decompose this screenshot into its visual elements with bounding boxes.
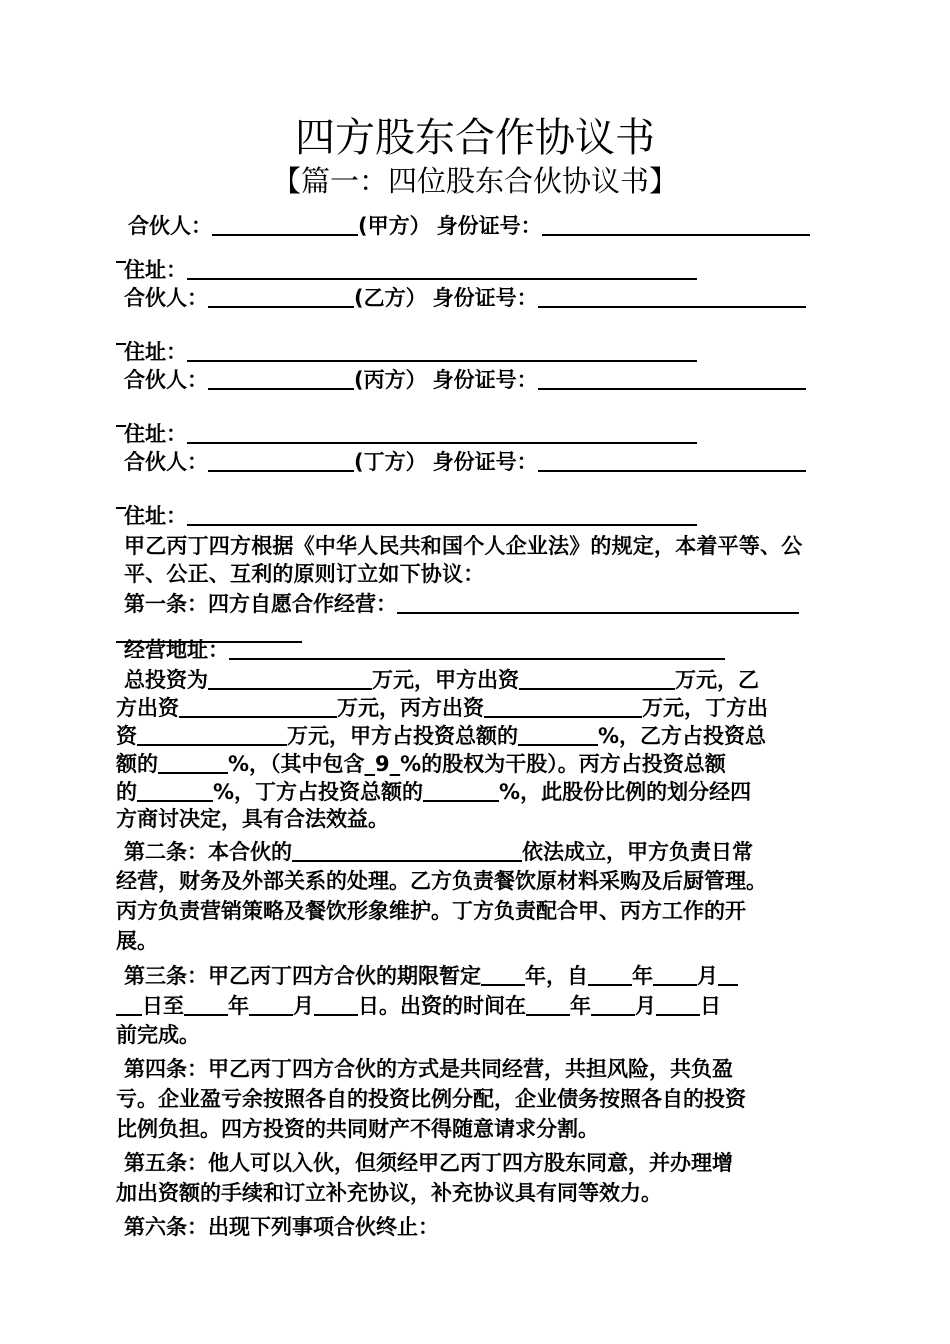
investment-text: %，此股份比例的划分经四	[499, 780, 752, 804]
article3-text: 年	[228, 994, 249, 1018]
address-blank	[187, 338, 697, 362]
end-month-blank	[249, 992, 293, 1016]
article4-text: 比例负担。四方投资的共同财产不得随意请求分割。	[116, 1117, 599, 1141]
start-day-blank-continued	[116, 992, 142, 1016]
party-c-amount-blank	[484, 694, 642, 718]
address-row-a	[116, 256, 838, 284]
article3-text: 月	[293, 994, 314, 1018]
article2-line-2	[116, 868, 838, 898]
partner-label: 合伙人：	[128, 214, 212, 238]
article3-text: 日	[700, 994, 721, 1018]
capital-day-blank	[656, 992, 700, 1016]
investment-text: 方出资	[116, 696, 179, 720]
wrap-underscore	[116, 404, 838, 420]
id-label: 身份证号：	[432, 286, 538, 310]
partner-role: (丁方）	[354, 450, 427, 474]
partner-row-b	[116, 284, 838, 322]
article3-line-2	[116, 992, 838, 1022]
id-label: 身份证号：	[436, 214, 542, 238]
end-year-blank	[184, 992, 228, 1016]
party-b-amount-blank	[179, 694, 337, 718]
address-blank	[187, 502, 697, 526]
investment-line-6	[116, 806, 838, 834]
business-blank	[397, 590, 799, 614]
document-title: 四方股东合作协议书	[295, 115, 655, 161]
wrap-underscore	[116, 322, 838, 338]
id-number-blank	[542, 212, 810, 236]
partner-row-a	[116, 212, 838, 240]
partner-name-blank	[212, 212, 358, 236]
wrap-underscore	[116, 240, 838, 256]
end-day-blank	[314, 992, 358, 1016]
investment-text: %，乙方占投资总	[598, 724, 767, 748]
wrap-underscore	[116, 486, 838, 502]
article3-text: 日。出资的时间在	[358, 994, 526, 1018]
article4-line-1	[116, 1056, 838, 1086]
partner-name-blank	[208, 366, 354, 390]
business-address-row	[116, 636, 838, 666]
investment-text: 资	[116, 724, 137, 748]
partner-name-blank	[208, 284, 354, 308]
article2-line-3	[116, 898, 838, 928]
party-d-percent-blank	[423, 778, 499, 802]
article2-text: 丙方负责营销策略及餐饮形象维护。丁方负责配合甲、丙方工作的开	[116, 899, 746, 923]
article2-line-4	[116, 928, 838, 958]
preamble-paragraph: 甲乙丙丁四方根据《中华人民共和国个人企业法》的规定，本着平等、公平、公正、互利的原则订立如下协议：	[124, 534, 803, 586]
investment-text: 万元，丙方出资	[337, 696, 484, 720]
capital-year-blank	[526, 992, 570, 1016]
article4-line-3	[116, 1116, 838, 1146]
article3-text: 第三条：甲乙丙丁四方合伙的期限暂定	[124, 964, 481, 988]
investment-text: 总投资为	[124, 668, 208, 692]
investment-text: 的	[116, 780, 137, 804]
article4-line-2	[116, 1086, 838, 1116]
article4-text: 第四条：甲乙丙丁四方合伙的方式是共同经营，共担风险，共负盈	[124, 1057, 733, 1081]
investment-line-3	[116, 722, 838, 750]
partner-label: 合伙人：	[124, 450, 208, 474]
investment-text: %，丁方占投资总额的	[213, 780, 424, 804]
partnership-name-blank	[292, 838, 522, 862]
id-number-blank	[538, 284, 806, 308]
article5-text: 第五条：他人可以入伙，但须经甲乙丙丁四方股东同意，并办理增	[124, 1151, 733, 1175]
partner-label: 合伙人：	[124, 368, 208, 392]
start-year-blank	[588, 962, 632, 986]
article1-row	[116, 590, 838, 620]
article3-text: 年	[632, 964, 653, 988]
id-label: 身份证号：	[432, 368, 538, 392]
address-row-c	[116, 420, 838, 448]
article2-text: 经营，财务及外部关系的处理。乙方负责餐饮原材料采购及后厨管理。	[116, 869, 767, 893]
article5-text: 加出资额的手续和订立补充协议，补充协议具有同等效力。	[116, 1181, 662, 1205]
document-subtitle: 【篇一：四位股东合伙协议书】	[271, 164, 678, 198]
partner-role: (甲方）	[358, 214, 431, 238]
address-row-d	[116, 502, 838, 530]
partner-row-c	[116, 366, 838, 404]
partner-name-blank	[208, 448, 354, 472]
article1-label: 第一条：四方自愿合作经营：	[124, 592, 397, 616]
capital-month-blank	[591, 992, 635, 1016]
partner-label: 合伙人：	[124, 286, 208, 310]
investment-text: 万元，甲方占投资总额的	[287, 724, 518, 748]
address-blank	[187, 420, 697, 444]
term-years-blank	[481, 962, 525, 986]
investment-text: 额的	[116, 752, 158, 776]
business-address-label: 经营地址：	[124, 638, 229, 662]
document-body	[116, 212, 838, 1244]
start-day-blank	[718, 962, 738, 986]
party-a-percent-blank	[518, 722, 598, 746]
id-label: 身份证号：	[432, 450, 538, 474]
article3-text: 前完成。	[116, 1023, 200, 1047]
investment-text: 万元，乙	[675, 668, 759, 692]
id-number-blank	[538, 366, 806, 390]
article6-line-1	[116, 1214, 838, 1244]
investment-text: 方商讨决定，具有合法效益。	[116, 807, 389, 831]
partner-role: (乙方）	[354, 286, 427, 310]
article5-line-1	[116, 1150, 838, 1180]
article2-text: 第二条：本合伙的	[124, 840, 292, 864]
investment-text: 万元，甲方出资	[372, 668, 519, 692]
article3-text: 年，自	[525, 964, 588, 988]
article4-text: 亏。企业盈亏余按照各自的投资比例分配，企业债务按照各自的投资	[116, 1087, 746, 1111]
party-b-percent-blank	[158, 750, 228, 774]
investment-line-5	[116, 778, 838, 806]
address-label: 住址：	[124, 340, 187, 364]
article3-line-1	[116, 962, 838, 992]
article2-line-1	[116, 838, 838, 868]
id-number-blank	[538, 448, 806, 472]
address-label: 住址：	[124, 504, 187, 528]
partner-role: (丙方）	[354, 368, 427, 392]
article1-wrap-line	[116, 620, 838, 632]
address-label: 住址：	[124, 258, 187, 282]
investment-line-2	[116, 694, 838, 722]
article2-text: 展。	[116, 929, 158, 953]
total-investment-blank	[208, 666, 372, 690]
partner-row-d	[116, 448, 838, 486]
address-blank	[187, 256, 697, 280]
article5-line-2	[116, 1180, 838, 1210]
business-address-blank	[229, 636, 725, 660]
investment-text: 万元，丁方出	[642, 696, 768, 720]
investment-line-1	[116, 666, 838, 694]
article3-text: 月	[635, 994, 656, 1018]
article3-text: 月	[697, 964, 718, 988]
article3-text: 年	[570, 994, 591, 1018]
address-row-b	[116, 338, 838, 366]
investment-text: %，（其中包含_9_%的股权为干股）。丙方占投资总额	[228, 752, 726, 776]
party-d-amount-blank	[137, 722, 287, 746]
party-a-amount-blank	[519, 666, 675, 690]
article3-text: 日至	[142, 994, 184, 1018]
article3-line-3	[116, 1022, 838, 1052]
address-label: 住址：	[124, 422, 187, 446]
article2-text: 依法成立，甲方负责日常	[522, 840, 753, 864]
investment-line-4	[116, 750, 838, 778]
party-c-percent-blank	[137, 778, 213, 802]
start-month-blank	[653, 962, 697, 986]
article6-text: 第六条：出现下列事项合伙终止：	[124, 1215, 439, 1239]
